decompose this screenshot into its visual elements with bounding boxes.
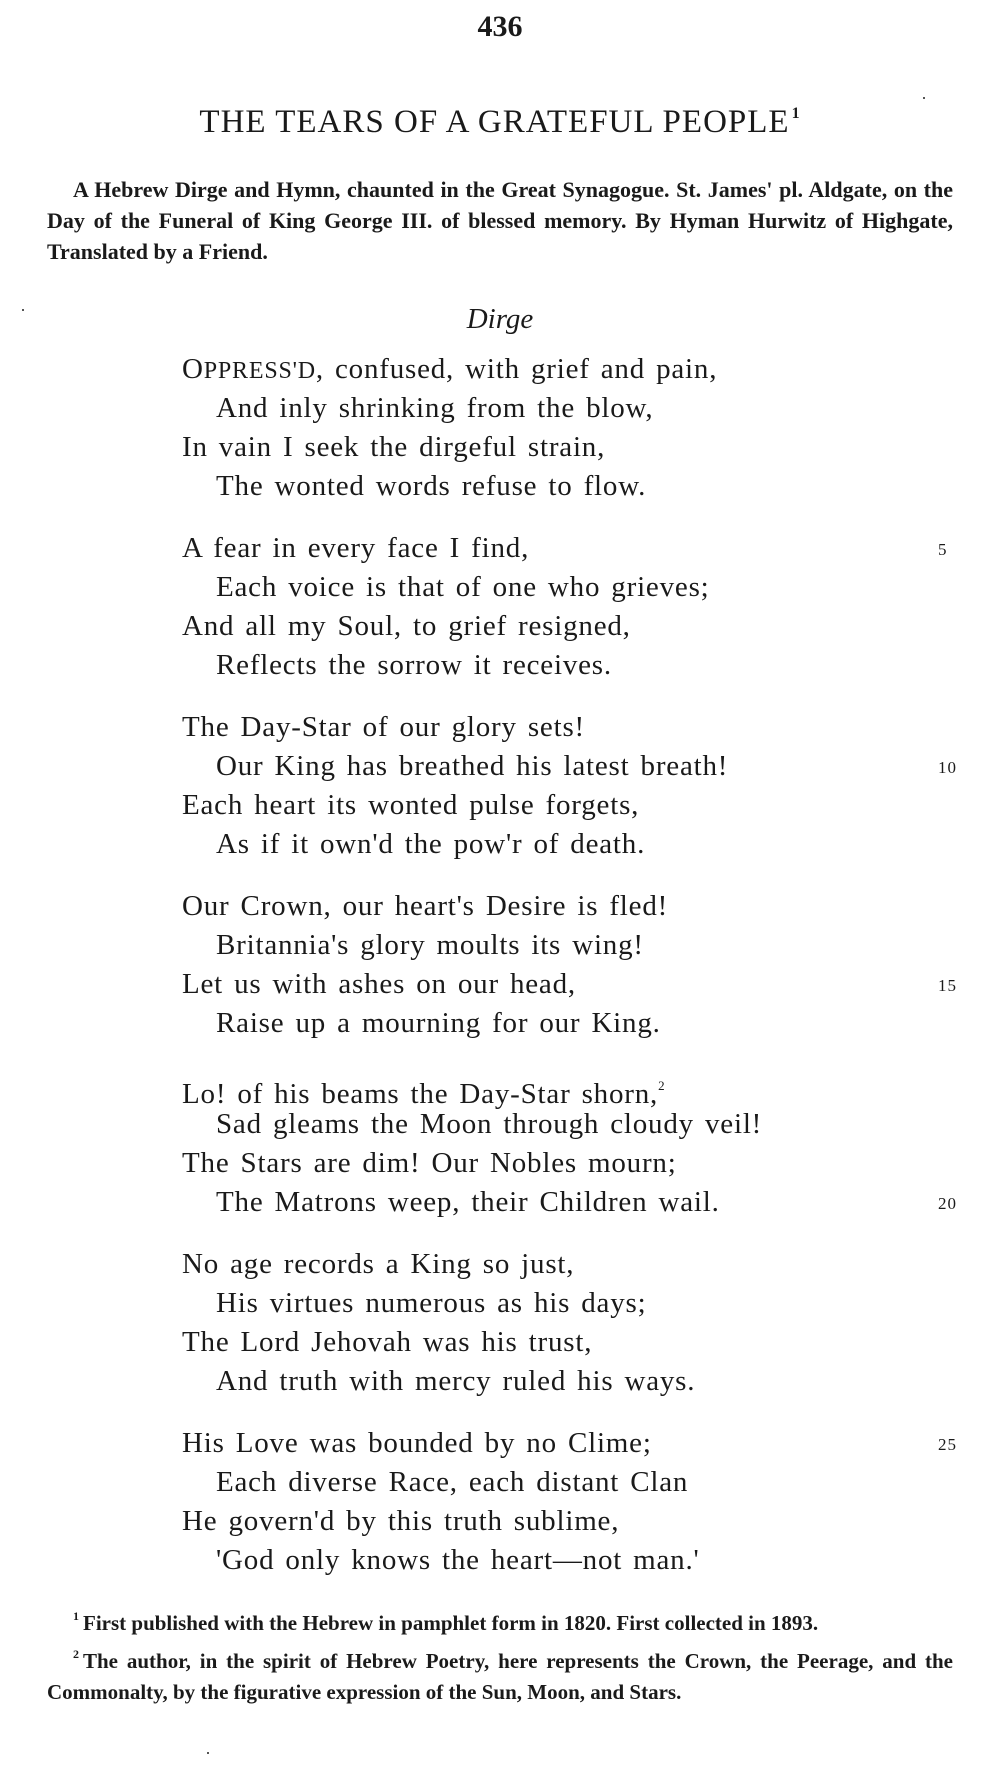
poem-line bbox=[182, 1424, 962, 1463]
poem-line bbox=[182, 1105, 962, 1144]
poem-line bbox=[182, 568, 962, 607]
poem-line bbox=[182, 965, 962, 1004]
poem-title bbox=[0, 104, 1000, 141]
poem-line bbox=[182, 786, 962, 825]
line-text: 'God only knows the heart—not man.' bbox=[216, 1544, 700, 1576]
poem-line bbox=[182, 529, 962, 568]
line-number: 25 bbox=[938, 1435, 957, 1454]
poem-line bbox=[182, 1362, 962, 1401]
poem-line bbox=[182, 389, 962, 428]
line-number: 15 bbox=[938, 976, 957, 995]
line-text: And inly shrinking from the blow, bbox=[216, 392, 654, 424]
poem-line bbox=[182, 1245, 962, 1284]
stanza bbox=[182, 529, 962, 685]
scan-speck bbox=[22, 309, 24, 311]
line-text: The Matrons weep, their Children wail. bbox=[216, 1186, 720, 1218]
stanza bbox=[182, 708, 962, 864]
line-text: Our King has breathed his latest breath! bbox=[216, 750, 729, 782]
line-text: The Day-Star of our glory sets! bbox=[182, 711, 586, 743]
line-text: Lo! of his beams the Day-Star shorn, bbox=[182, 1078, 659, 1110]
poem-body bbox=[182, 350, 962, 1603]
poem-line bbox=[182, 1463, 962, 1502]
scan-speck bbox=[207, 1752, 209, 1754]
title-footnote-ref: 1 bbox=[791, 105, 801, 122]
line-text: Each diverse Race, each distant Clan bbox=[216, 1466, 689, 1498]
line-number: 5 bbox=[938, 540, 948, 559]
poem-line bbox=[182, 1004, 962, 1043]
footnote-text: The author, in the spirit of Hebrew Poetry, here represents the Crown, the Peerage, and the Commonalty, by the figurative expression of the Sun, Moon, and Stars. bbox=[47, 1649, 953, 1704]
line-text: Each heart its wonted pulse forgets, bbox=[182, 789, 640, 821]
line-text: His virtues numerous as his days; bbox=[216, 1287, 647, 1319]
poem-line bbox=[182, 1144, 962, 1183]
scan-speck bbox=[923, 97, 925, 99]
stanza bbox=[182, 1066, 962, 1222]
footnote-ref: 2 bbox=[658, 1078, 666, 1093]
line-text: , confused, with grief and pain, bbox=[315, 353, 718, 385]
poem-line bbox=[182, 1502, 962, 1541]
line-text: And truth with mercy ruled his ways. bbox=[216, 1365, 696, 1397]
line-text: And all my Soul, to grief resigned, bbox=[182, 610, 631, 642]
line-text: He govern'd by this truth sublime, bbox=[182, 1505, 620, 1537]
poem-line bbox=[182, 1066, 962, 1110]
poem-line bbox=[182, 607, 962, 646]
poem-line bbox=[182, 1284, 962, 1323]
line-number: 20 bbox=[938, 1194, 957, 1213]
line-text: In vain I seek the dirgeful strain, bbox=[182, 431, 606, 463]
line-text: As if it own'd the pow'r of death. bbox=[216, 828, 646, 860]
poem-line bbox=[182, 1183, 962, 1222]
stanza bbox=[182, 350, 962, 506]
line-text: The Lord Jehovah was his trust, bbox=[182, 1326, 593, 1358]
small-caps-opening: OPPRESS'D bbox=[182, 353, 316, 385]
poem-line bbox=[182, 1541, 962, 1580]
stanza bbox=[182, 1245, 962, 1401]
line-text: Britannia's glory moults its wing! bbox=[216, 929, 644, 961]
line-text: No age records a King so just, bbox=[182, 1248, 575, 1280]
line-text: Reflects the sorrow it receives. bbox=[216, 649, 612, 681]
footnote-mark: 1 bbox=[73, 1609, 79, 1623]
poem-line bbox=[182, 747, 962, 786]
title-text: THE TEARS OF A GRATEFUL PEOPLE bbox=[199, 104, 790, 140]
footnotes bbox=[47, 1601, 953, 1708]
line-text: Raise up a mourning for our King. bbox=[216, 1007, 661, 1039]
poem-line bbox=[182, 825, 962, 864]
line-number: 10 bbox=[938, 758, 957, 777]
line-text: His Love was bounded by no Clime; bbox=[182, 1427, 652, 1459]
poem-line bbox=[182, 926, 962, 965]
line-text: The Stars are dim! Our Nobles mourn; bbox=[182, 1147, 677, 1179]
stanza bbox=[182, 1424, 962, 1580]
poem-line bbox=[182, 467, 962, 506]
page-number: 436 bbox=[477, 10, 523, 43]
line-text: The wonted words refuse to flow. bbox=[216, 470, 647, 502]
line-text: A fear in every face I find, bbox=[182, 532, 530, 564]
stanza bbox=[182, 887, 962, 1043]
line-text: Our Crown, our heart's Desire is fled! bbox=[182, 890, 669, 922]
poem-line bbox=[182, 428, 962, 467]
poem-line bbox=[182, 887, 962, 926]
footnote bbox=[47, 1639, 953, 1708]
poem-line bbox=[182, 1323, 962, 1362]
section-heading: Dirge bbox=[466, 303, 534, 335]
line-text: Sad gleams the Moon through cloudy veil! bbox=[216, 1108, 763, 1140]
line-text: Each voice is that of one who grieves; bbox=[216, 571, 710, 603]
footnote bbox=[47, 1601, 953, 1639]
poem-line bbox=[182, 646, 962, 685]
poem-subtitle: A Hebrew Dirge and Hymn, chaunted in the Great Synagogue. St. James' pl. Aldgate, on the Day of the Funeral of King George III. of blessed memory. By Hyman Hurwitz of Highgate, Translated by a Friend. bbox=[47, 177, 953, 264]
poem-line bbox=[182, 350, 962, 389]
line-text: Let us with ashes on our head, bbox=[182, 968, 576, 1000]
footnote-mark: 2 bbox=[73, 1647, 79, 1661]
poem-line bbox=[182, 708, 962, 747]
footnote-text: First published with the Hebrew in pamphlet form in 1820. First collected in 1893. bbox=[83, 1611, 819, 1635]
